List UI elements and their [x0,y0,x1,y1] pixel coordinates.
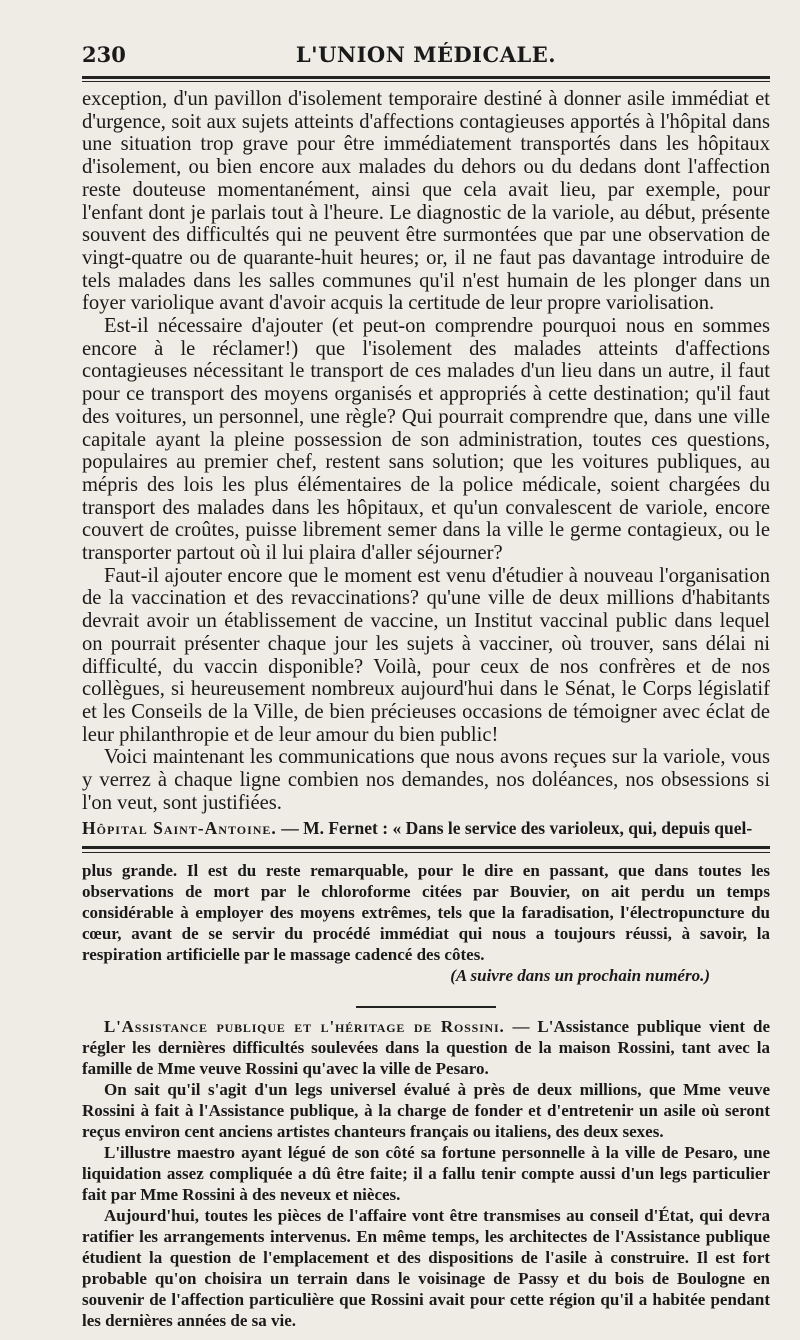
body-paragraph: Est-il nécessaire d'ajouter (et peut-on comprendre pourquoi nous en sommes encore à le réclamer!) que l'isolement des malades atteints d'affections contagieuses nécessitant le transport de ces malades d'un lieu dans un autre, il faut pour ce transport des moyens organisés et appropriés à cette destination; qu'il faut des voitures, un personnel, une règle? Qui pourrait comprendre que, dans une ville capitale ayant la pleine possession de son administration, toutes ces questions, populaires au premier chef, restent sans solution; que les voitures publiques, au mépris des lois les plus élémentaires de la police médicale, soient chargées du transport des malades dans les hôpitaux, et qu'un convalescent de variole, encore couvert de croûtes, puisse librement semer dans la ville le germe contagieux, ou le transporter partout où il lui plaira d'aller séjourner? [82,315,770,565]
upper-article-body [82,88,770,815]
page-header [82,42,770,72]
article-heading: L'Assistance publique et l'héritage de Rossini. [104,1017,505,1036]
article-paragraph: On sait qu'il s'agit d'un legs universel évalué à près de deux millions, que Mme veuve Rossini à fait à l'Assistance publique, à la charge de fonder et d'entretenir un asile où seront reçus environ cent anciens artistes chanteurs français ou italiens, des deux sexes. [82,1080,770,1141]
feuilleton-rule-thin [82,852,770,853]
continued-note: (A suivre dans un prochain numéro.) [450,966,710,985]
running-title: L'UNION MÉDICALE. [295,42,557,67]
article-paragraph: L'illustre maestro ayant légué de son côté sa fortune personnelle à la ville de Pesaro, une liquidation assez compliquée a dû être faite; il a fallu tenir compte aussi d'un legs particulier fait par Mme Rossini à des neveux et nièces. [82,1143,770,1204]
body-paragraph: Voici maintenant les communications que nous avons reçues sur la variole, vous y verrez à chaque ligne combien nos demandes, nos doléances, nos obsessions si l'on veut, sont justifiées. [82,746,770,814]
header-rule [82,76,770,79]
article-paragraph [82,1016,770,1079]
hospital-report-line [82,818,770,839]
lower-column [82,860,770,1331]
feuilleton-paragraph: plus grande. Il est du reste remarquable, pour le dire en passant, que dans toutes les observations de mort par le chloroforme citées par Bouvier, on ait perdu un temps considérable à employer des moyens extrêmes, tels que la faradisation, l'électropuncture du cœur, avant de se servir du procédé immédiat qui nous a toujours réussi, à savoir, la respiration artificielle par le massage cadencé des côtes. [82,861,770,964]
body-paragraph: exception, d'un pavillon d'isolement temporaire destiné à donner asile immédiat et d'urgence, soit aux sujets atteints d'affections contagieuses apportés à l'hôpital dans une situation trop grave pour être immédiatement transportés dans les hôpitaux d'isolement, ou bien encore aux malades du dehors ou du dedans dont l'affection reste douteuse momentanément, ainsi que cela avait lieu, par exemple, pour l'enfant dont je parlais tout à l'heure. Le diagnostic de la variole, au début, présente souvent des difficultés qui ne peuvent être surmontées que par une observation de vingt-quatre ou de quarante-huit heures; or, il ne faut pas davantage introduire de tels malades dans les salles communes qu'il n'est humain de les plonger dans un foyer variolique avant d'avoir acquis la certitude de leur propre variolisation. [82,88,770,315]
hospital-report-text: — M. Fernet : « Dans le service des varioleux, qui, depuis quel- [276,818,753,838]
page-number: 230 [82,42,126,67]
header-rule-thin [82,81,770,82]
hospital-name: Hôpital Saint-Antoine. [82,818,277,838]
article-lead: — L'Assistance publique vient de régler les dernières difficultés soulevées dans la question de la maison Rossini, tant avec la famille de Mme veuve Rossini qu'avec la ville de Pesaro. [82,1017,770,1078]
body-paragraph: Faut-il ajouter encore que le moment est venu d'étudier à nouveau l'organisation de la vaccination et des revaccinations? qu'une ville de deux millions d'habitants devrait avoir un établissement de vaccine, un Institut vaccinal public dans lequel on pourrait présenter chaque jour les sujets à vacciner, où trouver, sans délai ni difficulté, du vaccin disponible? Voilà, pour ceux de nos confrères et de nos collègues, si heureusement nombreux aujourd'hui dans le Sénat, le Corps législatif et les Conseils de la Ville, de bien précieuses occasions de témoigner avec éclat de leur philanthropie et de leur amour du bien public! [82,564,770,746]
article-paragraph: Aujourd'hui, toutes les pièces de l'affaire vont être transmises au conseil d'État, qui devra ratifier les arrangements intervenus. En même temps, les architectes de l'Assistance publique étudient la question de l'emplacement et des dispositions de l'asile à construire. Il est fort probable qu'on choisira un terrain dans le voisinage de Passy et du bois de Boulogne en souvenir de l'affection particulière que Rossini avait pour cette région qu'il a habitée pendant les dernières années de sa vie. [82,1206,770,1330]
section-divider [356,1006,496,1008]
feuilleton-rule [82,846,770,849]
